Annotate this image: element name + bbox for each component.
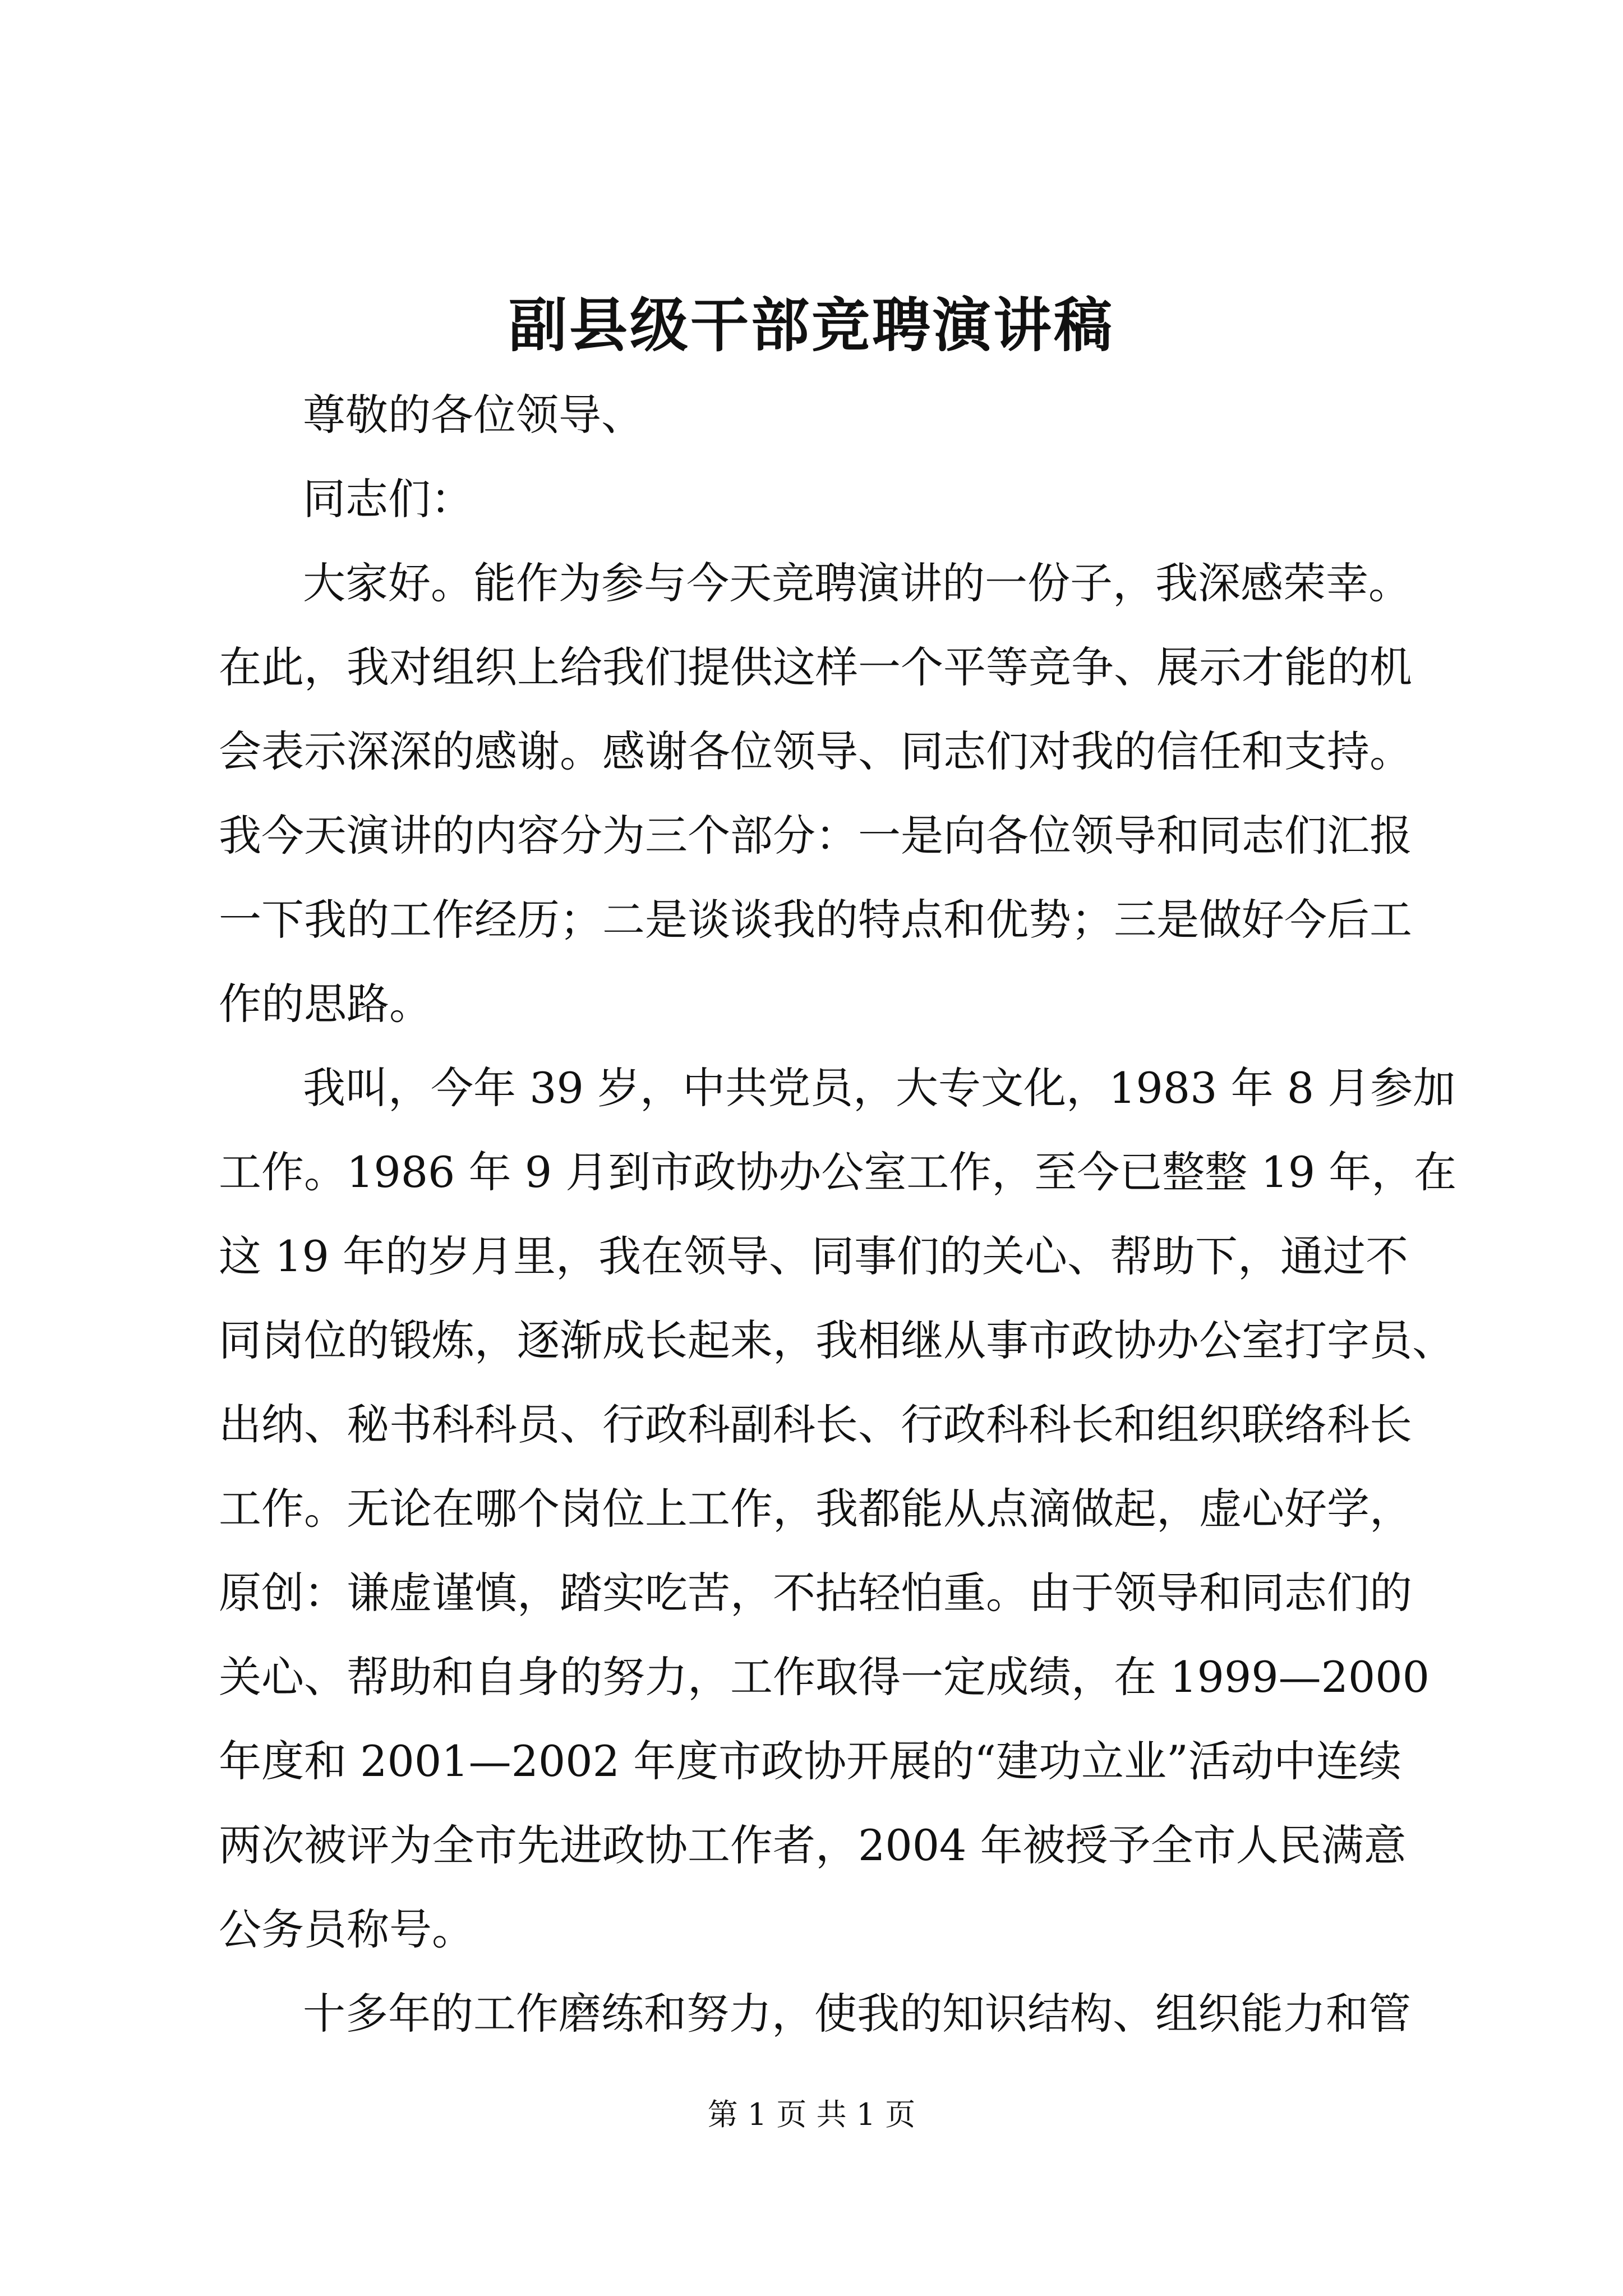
paragraph-line: 我叫，今年 39 岁，中共党员，大专文化，1983 年 8 月参加	[303, 1063, 1456, 1113]
paragraph-line: 出纳、秘书科科员、行政科副科长、行政科科长和组织联络科长	[219, 1400, 1412, 1450]
paragraph-line: 会表示深深的感谢。感谢各位领导、同志们对我的信任和支持。	[219, 726, 1412, 776]
page-number-footer: 第 1 页 共 1 页	[707, 2097, 916, 2132]
paragraph-line: 两次被评为全市先进政协工作者，2004 年被授予全市人民满意	[219, 1820, 1407, 1870]
paragraph-line: 关心、帮助和自身的努力，工作取得一定成绩，在 1999—2000	[219, 1652, 1430, 1702]
paragraph-line: 我今天演讲的内容分为三个部分：一是向各位领导和同志们汇报	[219, 811, 1412, 861]
paragraph-line: 工作。无论在哪个岗位上工作，我都能从点滴做起，虚心好学，	[219, 1484, 1412, 1534]
paragraph-line: 在此，我对组织上给我们提供这样一个平等竞争、展示才能的机	[219, 642, 1412, 692]
paragraph-line: 大家好。能作为参与今天竞聘演讲的一份子，我深感荣幸。	[303, 558, 1411, 608]
paragraph-line: 公务员称号。	[219, 1904, 474, 1954]
paragraph-line: 年度和 2001—2002 年度市政协开展的“建功立业”活动中连续	[219, 1736, 1401, 1786]
paragraph-line: 原创：谦虚谨慎，踏实吃苦，不拈轻怕重。由于领导和同志们的	[219, 1568, 1412, 1618]
paragraph-line: 同岗位的锻炼，逐渐成长起来，我相继从事市政协办公室打字员、	[219, 1315, 1455, 1365]
salutation-line-2: 同志们：	[303, 474, 473, 524]
document-title: 副县级干部竞聘演讲稿	[508, 291, 1114, 360]
paragraph-line: 十多年的工作磨练和努力，使我的知识结构、组织能力和管	[303, 1989, 1411, 2039]
paragraph-line: 工作。1986 年 9 月到市政协办公室工作，至今已整整 19 年，在	[219, 1147, 1457, 1197]
paragraph-line: 一下我的工作经历；二是谈谈我的特点和优势；三是做好今后工	[219, 895, 1412, 945]
paragraph-line: 这 19 年的岁月里，我在领导、同事们的关心、帮助下，通过不	[219, 1231, 1409, 1281]
salutation-line-1: 尊敬的各位领导、	[303, 390, 644, 440]
paragraph-line: 作的思路。	[219, 979, 432, 1029]
